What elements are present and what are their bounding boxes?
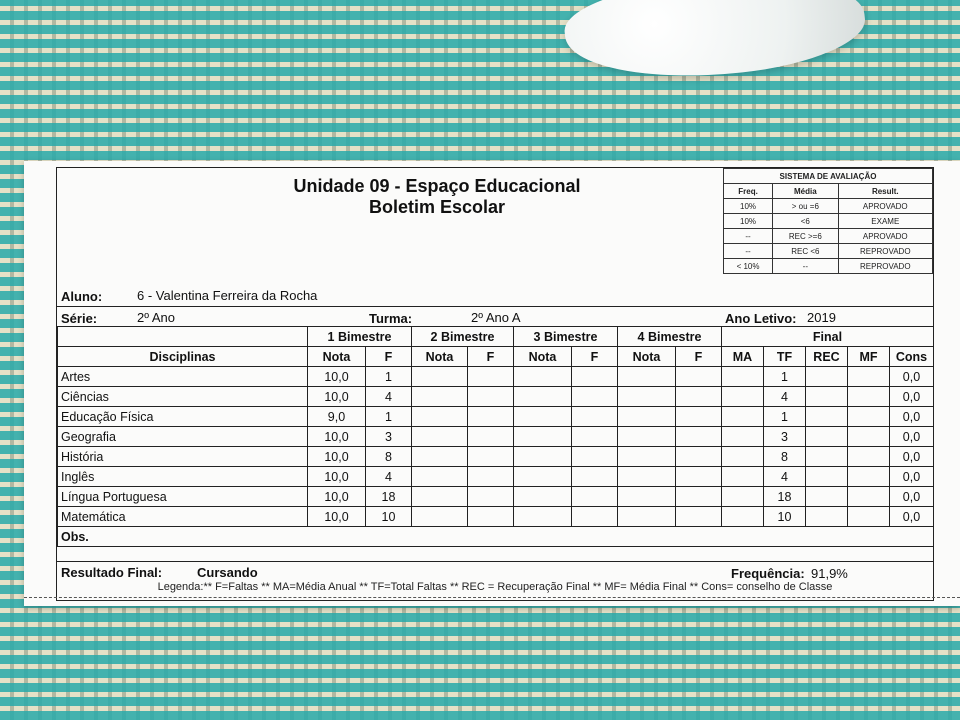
rec-cell	[806, 407, 848, 427]
discipline-name: História	[58, 447, 308, 467]
nota-2-cell	[412, 407, 468, 427]
rec-cell	[806, 367, 848, 387]
nota-4-cell	[618, 507, 676, 527]
report-card-frame	[56, 167, 934, 601]
period-4-header: 4 Bimestre	[618, 327, 722, 347]
turma-label	[369, 311, 412, 326]
ano-letivo-label	[725, 311, 797, 326]
period-3-header: 3 Bimestre	[514, 327, 618, 347]
mf-header: MF	[848, 347, 890, 367]
nota-2-cell	[412, 367, 468, 387]
tf-cell: 8	[764, 447, 806, 467]
faltas-2-cell	[468, 387, 514, 407]
faltas-1-cell: 10	[366, 507, 412, 527]
tf-cell: 4	[764, 387, 806, 407]
evaluation-cell: 10%	[724, 199, 773, 214]
mf-cell	[848, 387, 890, 407]
rec-header: REC	[806, 347, 848, 367]
ma-cell	[722, 367, 764, 387]
mf-cell	[848, 507, 890, 527]
faltas-2-cell	[468, 407, 514, 427]
faltas-3-cell	[572, 387, 618, 407]
nota-4-cell	[618, 427, 676, 447]
evaluation-row	[724, 214, 933, 229]
evaluation-row	[724, 244, 933, 259]
nota-4-cell	[618, 407, 676, 427]
nota-1-cell: 10,0	[308, 427, 366, 447]
ma-cell	[722, 467, 764, 487]
obs-label: Obs.	[58, 527, 934, 547]
period-1-header: 1 Bimestre	[308, 327, 412, 347]
divider	[57, 306, 933, 307]
nota-2-cell	[412, 487, 468, 507]
table-row	[58, 467, 934, 487]
cons-cell: 0,0	[890, 467, 934, 487]
rec-cell	[806, 487, 848, 507]
frequencia-value: 91,9%	[811, 566, 848, 581]
nota-3-cell	[514, 427, 572, 447]
evaluation-cell: --	[724, 244, 773, 259]
evaluation-row	[724, 199, 933, 214]
nota-4-cell	[618, 367, 676, 387]
faltas-3-cell	[572, 427, 618, 447]
evaluation-cell: REC >=6	[773, 229, 838, 244]
nota-2-cell	[412, 467, 468, 487]
evaluation-cell: EXAME	[838, 214, 932, 229]
column-header-row	[58, 347, 934, 367]
evaluation-cell: REPROVADO	[838, 259, 932, 274]
nota-4-cell	[618, 487, 676, 507]
nota-1-cell: 10,0	[308, 487, 366, 507]
nota-3-cell	[514, 407, 572, 427]
nota-2-cell	[412, 507, 468, 527]
perforation-line	[24, 597, 960, 598]
evaluation-col-media: Média	[773, 184, 838, 199]
cons-cell: 0,0	[890, 427, 934, 447]
nota-2-cell	[412, 447, 468, 467]
faltas-3-cell	[572, 487, 618, 507]
evaluation-row	[724, 229, 933, 244]
tf-cell: 4	[764, 467, 806, 487]
cons-cell: 0,0	[890, 387, 934, 407]
cons-cell: 0,0	[890, 367, 934, 387]
tf-cell: 10	[764, 507, 806, 527]
student-label	[61, 289, 102, 304]
table-row	[58, 487, 934, 507]
nota-header: Nota	[412, 347, 468, 367]
nota-4-cell	[618, 387, 676, 407]
faltas-4-cell	[676, 407, 722, 427]
resultado-final-label: Resultado Final:	[61, 565, 163, 580]
blank-header-cell	[58, 327, 308, 347]
ma-cell	[722, 447, 764, 467]
evaluation-cell: APROVADO	[838, 229, 932, 244]
table-row	[58, 367, 934, 387]
faltas-3-cell	[572, 467, 618, 487]
ano-letivo-label-text: Ano Letivo:	[725, 311, 797, 326]
faltas-2-cell	[468, 467, 514, 487]
period-2-header: 2 Bimestre	[412, 327, 514, 347]
faltas-4-cell	[676, 447, 722, 467]
serie-value: 2º Ano	[137, 310, 176, 325]
f-header: F	[366, 347, 412, 367]
table-row	[58, 507, 934, 527]
ma-cell	[722, 487, 764, 507]
nota-3-cell	[514, 487, 572, 507]
evaluation-system-title: SISTEMA DE AVALIAÇÃO	[724, 169, 933, 184]
evaluation-row	[724, 259, 933, 274]
discipline-name: Artes	[58, 367, 308, 387]
faltas-3-cell	[572, 447, 618, 467]
resultado-final-value: Cursando	[197, 565, 258, 580]
f-header: F	[468, 347, 514, 367]
nota-2-cell	[412, 387, 468, 407]
faltas-2-cell	[468, 367, 514, 387]
nota-3-cell	[514, 467, 572, 487]
faltas-4-cell	[676, 487, 722, 507]
nota-header: Nota	[514, 347, 572, 367]
discipline-name: Geografia	[58, 427, 308, 447]
cons-header: Cons	[890, 347, 934, 367]
mf-cell	[848, 467, 890, 487]
evaluation-cell: REC <6	[773, 244, 838, 259]
ma-cell	[722, 427, 764, 447]
aluno-label: Aluno:	[61, 289, 103, 304]
faltas-4-cell	[676, 427, 722, 447]
faltas-2-cell	[468, 447, 514, 467]
frequencia-label: Frequência:	[731, 566, 805, 581]
faltas-1-cell: 4	[366, 467, 412, 487]
mf-cell	[848, 447, 890, 467]
mf-cell	[848, 407, 890, 427]
table-row	[58, 387, 934, 407]
rec-cell	[806, 447, 848, 467]
nota-header: Nota	[308, 347, 366, 367]
divider	[57, 561, 933, 562]
evaluation-cell: --	[773, 259, 838, 274]
faltas-4-cell	[676, 387, 722, 407]
discipline-name: Educação Física	[58, 407, 308, 427]
grades-table	[57, 326, 934, 547]
mf-cell	[848, 367, 890, 387]
f-header: F	[676, 347, 722, 367]
faltas-2-cell	[468, 507, 514, 527]
report-card-paper	[24, 161, 960, 606]
nota-1-cell: 10,0	[308, 367, 366, 387]
serie-label	[61, 311, 97, 326]
disciplinas-header: Disciplinas	[58, 347, 308, 367]
evaluation-cell: < 10%	[724, 259, 773, 274]
faltas-1-cell: 4	[366, 387, 412, 407]
faltas-4-cell	[676, 507, 722, 527]
evaluation-cell: APROVADO	[838, 199, 932, 214]
faltas-2-cell	[468, 487, 514, 507]
nota-3-cell	[514, 507, 572, 527]
nota-1-cell: 10,0	[308, 467, 366, 487]
rec-cell	[806, 427, 848, 447]
ano-letivo-value: 2019	[807, 310, 836, 325]
table-row	[58, 427, 934, 447]
tf-cell: 1	[764, 367, 806, 387]
student-name: 6 - Valentina Ferreira da Rocha	[137, 288, 318, 303]
evaluation-col-result: Result.	[838, 184, 932, 199]
rec-cell	[806, 387, 848, 407]
evaluation-cell: 10%	[724, 214, 773, 229]
faltas-3-cell	[572, 367, 618, 387]
tf-cell: 18	[764, 487, 806, 507]
tf-cell: 1	[764, 407, 806, 427]
faltas-2-cell	[468, 427, 514, 447]
serie-label-text: Série:	[61, 311, 98, 326]
nota-1-cell: 10,0	[308, 387, 366, 407]
evaluation-cell: <6	[773, 214, 838, 229]
evaluation-system-table	[723, 168, 933, 274]
cons-cell: 0,0	[890, 407, 934, 427]
period-header-row	[58, 327, 934, 347]
f-header: F	[572, 347, 618, 367]
school-name: Unidade 09 - Espaço Educacional	[293, 176, 581, 196]
tf-cell: 3	[764, 427, 806, 447]
faltas-1-cell: 3	[366, 427, 412, 447]
nota-3-cell	[514, 367, 572, 387]
obs-row	[58, 527, 934, 547]
cons-cell: 0,0	[890, 447, 934, 467]
faltas-1-cell: 18	[366, 487, 412, 507]
rec-cell	[806, 507, 848, 527]
mf-cell	[848, 487, 890, 507]
evaluation-cell: > ou =6	[773, 199, 838, 214]
nota-4-cell	[618, 467, 676, 487]
legend-text: Legenda:** F=Faltas ** MA=Média Anual ** TF=Total Faltas ** REC = Recuperação Final ** MF= Média Final ** Cons= conselho de Classe	[157, 581, 833, 593]
faltas-3-cell	[572, 407, 618, 427]
final-header: Final	[722, 327, 934, 347]
faltas-1-cell: 8	[366, 447, 412, 467]
cloth-napkin	[561, 0, 869, 90]
nota-2-cell	[412, 427, 468, 447]
faltas-1-cell: 1	[366, 407, 412, 427]
report-header	[57, 176, 817, 218]
nota-header: Nota	[618, 347, 676, 367]
nota-3-cell	[514, 387, 572, 407]
document-title: Boletim Escolar	[368, 197, 506, 217]
mf-cell	[848, 427, 890, 447]
nota-1-cell: 10,0	[308, 447, 366, 467]
ma-cell	[722, 407, 764, 427]
faltas-4-cell	[676, 367, 722, 387]
tf-header: TF	[764, 347, 806, 367]
faltas-1-cell: 1	[366, 367, 412, 387]
nota-1-cell: 9,0	[308, 407, 366, 427]
faltas-3-cell	[572, 507, 618, 527]
discipline-name: Ciências	[58, 387, 308, 407]
turma-label-text: Turma:	[369, 311, 413, 326]
nota-4-cell	[618, 447, 676, 467]
faltas-4-cell	[676, 467, 722, 487]
ma-cell	[722, 507, 764, 527]
table-row	[58, 447, 934, 467]
grade-rows	[58, 367, 934, 527]
evaluation-cell: REPROVADO	[838, 244, 932, 259]
table-row	[58, 407, 934, 427]
ma-cell	[722, 387, 764, 407]
turma-value: 2º Ano A	[471, 310, 521, 325]
discipline-name: Matemática	[58, 507, 308, 527]
cons-cell: 0,0	[890, 507, 934, 527]
rec-cell	[806, 467, 848, 487]
ma-header: MA	[722, 347, 764, 367]
evaluation-cell: --	[724, 229, 773, 244]
cons-cell: 0,0	[890, 487, 934, 507]
discipline-name: Língua Portuguesa	[58, 487, 308, 507]
discipline-name: Inglês	[58, 467, 308, 487]
nota-1-cell: 10,0	[308, 507, 366, 527]
evaluation-col-freq: Freq.	[724, 184, 773, 199]
nota-3-cell	[514, 447, 572, 467]
